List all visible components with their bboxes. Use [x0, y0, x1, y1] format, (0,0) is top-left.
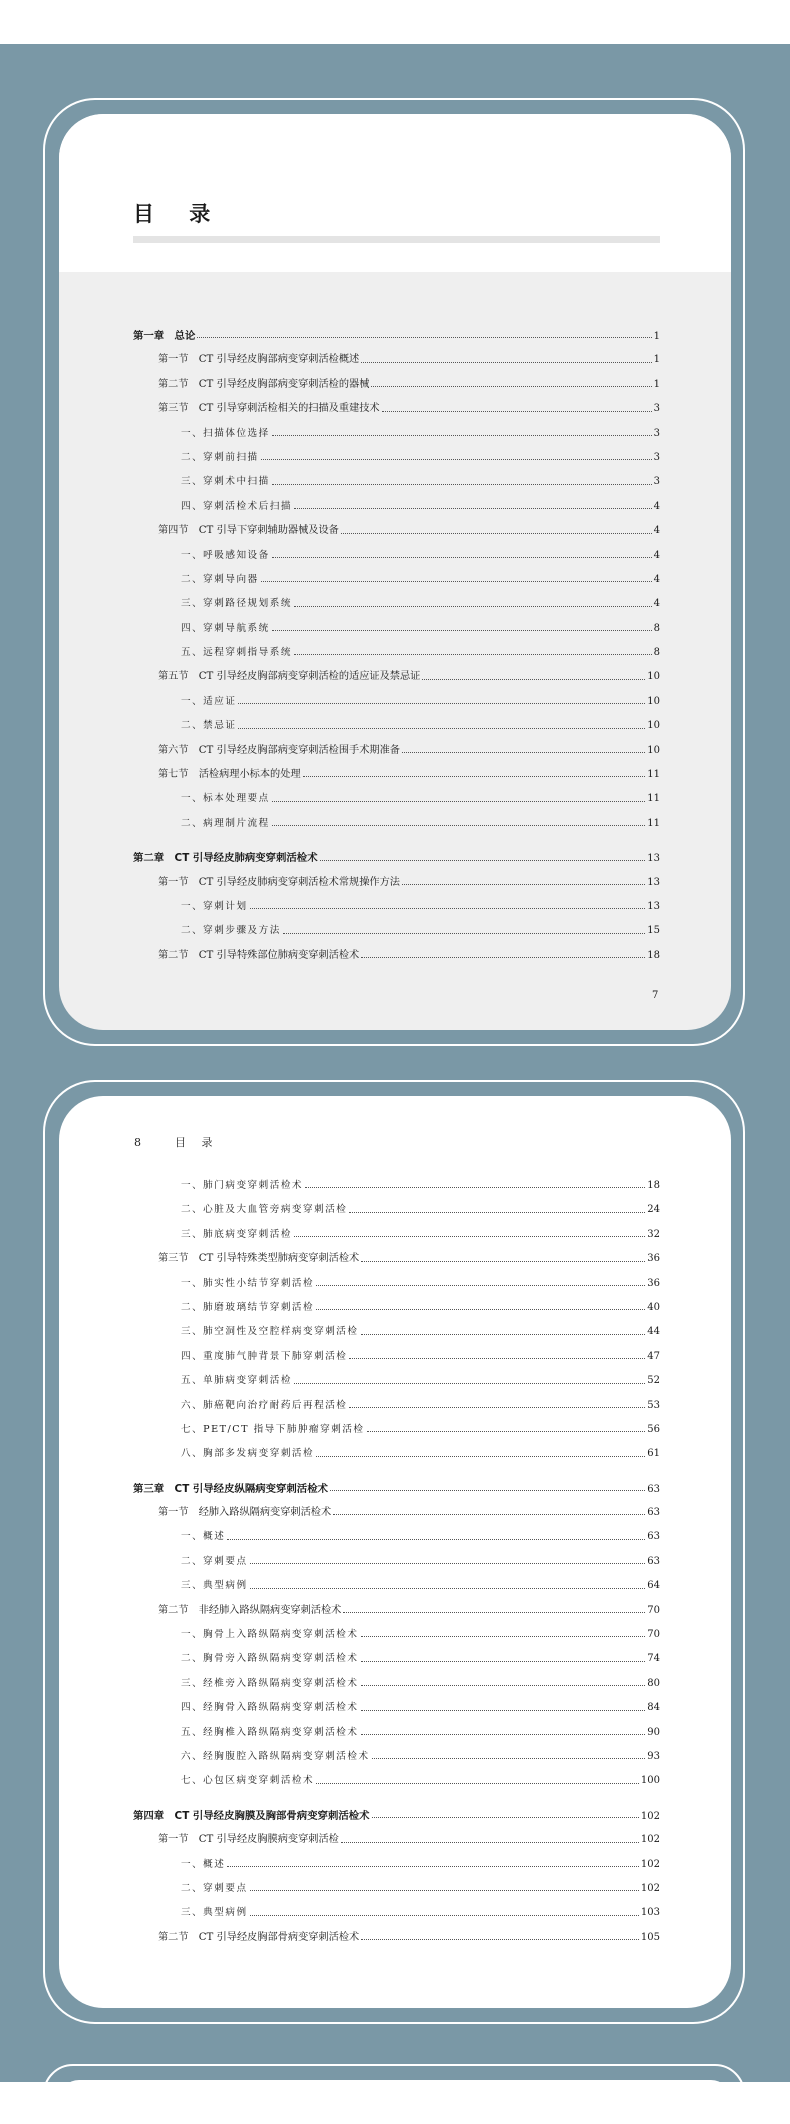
toc-subsection-row[interactable]: [133, 568, 660, 592]
dot-leader: [361, 1660, 646, 1662]
dot-leader: [333, 1513, 645, 1515]
toc-entry-title: 三、肺空洞性及空腔样病变穿刺活检: [181, 1326, 359, 1338]
toc-entry-page: 8: [653, 647, 660, 659]
toc-subsection-row[interactable]: [133, 1223, 660, 1247]
toc-section-row[interactable]: [133, 1247, 660, 1271]
dot-leader: [372, 1816, 639, 1818]
toc-entry-page: 56: [647, 1423, 660, 1435]
dot-leader: [294, 653, 652, 655]
dot-leader: [367, 1430, 646, 1432]
toc-entry-page: 3: [653, 476, 660, 488]
toc-subsection-row[interactable]: [133, 422, 660, 446]
toc-entry-title: 第六节 CT 引导经皮胸部病变穿刺活检围手术期准备: [158, 744, 400, 756]
toc-subsection-row[interactable]: [133, 1901, 660, 1925]
toc-section-row[interactable]: [133, 1926, 660, 1950]
toc-entry-title: 第七节 活检病理小标本的处理: [158, 769, 301, 781]
dot-leader: [272, 800, 646, 802]
toc-entry-page: 36: [647, 1277, 660, 1289]
toc-subsection-row[interactable]: [133, 1296, 660, 1320]
toc-entry-page: 102: [640, 1882, 660, 1894]
page-number: 7: [652, 990, 659, 1001]
toc-section-row[interactable]: [133, 944, 660, 968]
toc-subsection-row[interactable]: [133, 1345, 660, 1369]
toc-entry-page: 32: [647, 1228, 660, 1240]
title-underline: [133, 236, 660, 243]
toc-subsection-row[interactable]: [133, 919, 660, 943]
dot-leader: [361, 1260, 645, 1262]
toc-entry-page: 3: [653, 427, 660, 439]
dot-leader: [294, 605, 652, 607]
dot-leader: [250, 907, 646, 909]
toc-entry-page: 64: [647, 1580, 660, 1592]
toc-entry-title: 六、经胸腹腔入路纵隔病变穿刺活检术: [181, 1750, 370, 1762]
toc-subsection-row[interactable]: [133, 1623, 660, 1647]
toc-entry-title: 三、典型病例: [181, 1580, 248, 1592]
dot-leader: [349, 1406, 645, 1408]
toc-entry-title: 四、穿刺导航系统: [181, 622, 270, 634]
toc-entry-title: 一、概述: [181, 1531, 226, 1543]
toc-subsection-row[interactable]: [133, 1877, 660, 1901]
dot-leader: [250, 1587, 646, 1589]
toc-entry-page: 40: [647, 1301, 660, 1313]
dot-leader: [422, 678, 645, 680]
toc-entry-title: 一、扫描体位选择: [181, 427, 270, 439]
toc-subsection-row[interactable]: [133, 1745, 660, 1769]
toc-entry-title: 四、重度肺气肿背景下肺穿刺活检: [181, 1350, 348, 1362]
toc-entry-title: 第三节 CT 引导穿刺活检相关的扫描及重建技术: [158, 403, 380, 415]
toc-subsection-row[interactable]: [133, 1525, 660, 1549]
dot-leader: [330, 1489, 645, 1491]
toc-entry-page: 36: [647, 1253, 660, 1265]
toc-section-row[interactable]: [133, 397, 660, 421]
toc-entry-title: 一、胸骨上入路纵隔病变穿刺活检术: [181, 1629, 359, 1641]
dot-leader: [238, 702, 645, 704]
toc-section-row[interactable]: [133, 1599, 660, 1623]
toc-section-row[interactable]: [133, 1828, 660, 1852]
toc-section-row[interactable]: [133, 763, 660, 787]
toc-entry-title: 一、肺实性小结节穿刺活检: [181, 1277, 315, 1289]
page-title: 目 录: [133, 202, 225, 226]
toc-entry-title: 二、胸骨旁入路纵隔病变穿刺活检术: [181, 1653, 359, 1665]
toc-subsection-row[interactable]: [133, 1198, 660, 1222]
dot-leader: [349, 1211, 645, 1213]
toc-entry-page: 103: [640, 1907, 660, 1919]
toc-entry-page: 84: [647, 1702, 660, 1714]
dot-leader: [250, 1562, 646, 1564]
toc-entry-title: 二、病理制片流程: [181, 817, 270, 829]
toc-page-3-partial: [59, 2080, 731, 2120]
dot-leader: [361, 1938, 639, 1940]
toc-entry-page: 47: [647, 1350, 660, 1362]
toc-subsection-row[interactable]: [133, 812, 660, 836]
toc-entry-page: 13: [647, 876, 660, 888]
toc-subsection-row[interactable]: [133, 1442, 660, 1466]
dot-leader: [316, 1455, 645, 1457]
toc-entry-page: 1: [653, 354, 660, 366]
toc-entry-page: 10: [647, 720, 660, 732]
toc-entry-title: 第二章 CT 引导经皮肺病变穿刺活检术: [133, 852, 318, 865]
toc-subsection-row[interactable]: [133, 544, 660, 568]
dot-leader: [294, 1235, 645, 1237]
toc-page-1[interactable]: [59, 114, 731, 1030]
toc-subsection-row[interactable]: [133, 895, 660, 919]
toc-entry-page: 4: [653, 598, 660, 610]
dot-leader: [343, 1611, 645, 1613]
toc-entry-title: 八、胸部多发病变穿刺活检: [181, 1448, 315, 1460]
toc-entry-title: 一、概述: [181, 1858, 226, 1870]
toc-entry-page: 8: [653, 622, 660, 634]
dot-leader: [294, 507, 652, 509]
toc-chapter-row[interactable]: [133, 1804, 660, 1828]
toc-subsection-row[interactable]: [133, 617, 660, 641]
toc-section-row[interactable]: [133, 348, 660, 372]
toc-entry-title: 第一节 CT 引导经皮肺病变穿刺活检术常规操作方法: [158, 876, 400, 888]
dot-leader: [316, 1782, 639, 1784]
toc-chapter-row[interactable]: [133, 846, 660, 870]
toc-entry-page: 1: [653, 378, 660, 390]
toc-entry-page: 4: [653, 573, 660, 585]
toc-entry-title: 一、标本处理要点: [181, 793, 270, 805]
toc-entry-title: 第二节 非经肺入路纵隔病变穿刺活检术: [158, 1604, 342, 1616]
toc-entry-page: 3: [653, 451, 660, 463]
toc-entry-title: 三、经椎旁入路纵隔病变穿刺活检术: [181, 1677, 359, 1689]
toc-entry-page: 4: [653, 525, 660, 537]
dot-leader: [227, 1538, 645, 1540]
toc-entry-title: 第三节 CT 引导特殊类型肺病变穿刺活检术: [158, 1253, 360, 1265]
dot-leader: [305, 1186, 645, 1188]
toc-entry-page: 18: [647, 1180, 660, 1191]
toc-entry-page: 102: [640, 1810, 660, 1822]
toc-entry-title: 二、穿刺前扫描: [181, 451, 259, 463]
toc-entry-page: 10: [647, 744, 660, 756]
toc-entry-title: 第一章 总论: [133, 330, 196, 342]
toc-entry-page: 105: [640, 1931, 660, 1943]
dot-leader: [382, 410, 652, 412]
toc-section-row[interactable]: [133, 739, 660, 763]
toc-entry-page: 4: [653, 549, 660, 561]
toc-entry-page: 10: [647, 671, 660, 683]
toc-subsection-row[interactable]: [133, 1574, 660, 1598]
toc-subsection-row[interactable]: [133, 787, 660, 811]
toc-entry-title: 第五节 CT 引导经皮胸部病变穿刺活检的适应证及禁忌证: [158, 671, 421, 683]
dot-leader: [294, 1382, 645, 1384]
toc-entry-page: 44: [647, 1326, 660, 1338]
dot-leader: [238, 727, 645, 729]
toc-section-row[interactable]: [133, 373, 660, 397]
toc-list-1: [133, 324, 660, 968]
toc-entry-page: 18: [647, 949, 660, 961]
dot-leader: [303, 775, 646, 777]
toc-chapter-row[interactable]: [133, 324, 660, 348]
toc-entry-page: 1: [653, 331, 660, 342]
toc-subsection-row[interactable]: [133, 714, 660, 738]
dot-leader: [197, 336, 651, 338]
toc-entry-page: 63: [647, 1555, 660, 1567]
toc-entry-title: 二、穿刺导向器: [181, 573, 259, 585]
toc-entry-page: 63: [647, 1531, 660, 1543]
toc-subsection-row[interactable]: [133, 1272, 660, 1296]
toc-entry-title: 第一节 CT 引导经皮胸膜病变穿刺活检: [158, 1834, 339, 1846]
dot-leader: [283, 932, 645, 934]
dot-leader: [402, 751, 645, 753]
toc-subsection-row[interactable]: [133, 1174, 660, 1198]
toc-entry-page: 11: [647, 793, 660, 805]
toc-subsection-row[interactable]: [133, 690, 660, 714]
dot-leader: [272, 824, 646, 826]
toc-entry-title: 一、肺门病变穿刺活检术: [181, 1180, 304, 1191]
top-margin: [0, 0, 790, 44]
toc-subsection-row[interactable]: [133, 1696, 660, 1720]
dot-leader: [272, 629, 652, 631]
toc-entry-page: 74: [647, 1653, 660, 1665]
toc-entry-title: 七、PET/CT 指导下肺肿瘤穿刺活检: [181, 1423, 365, 1435]
toc-entry-page: 63: [647, 1483, 660, 1495]
toc-section-row[interactable]: [133, 665, 660, 689]
toc-entry-title: 三、穿刺术中扫描: [181, 476, 270, 488]
dot-leader: [316, 1284, 645, 1286]
toc-subsection-row[interactable]: [133, 1672, 660, 1696]
dot-leader: [261, 580, 652, 582]
running-head: [134, 1134, 219, 1150]
toc-entry-title: 一、穿刺计划: [181, 900, 248, 912]
toc-subsection-row[interactable]: [133, 1369, 660, 1393]
toc-entry-page: 11: [647, 817, 660, 829]
toc-entry-title: 二、心脏及大血管旁病变穿刺活检: [181, 1204, 348, 1216]
toc-entry-title: 二、禁忌证: [181, 720, 237, 732]
toc-entry-page: 11: [647, 769, 660, 781]
toc-entry-title: 五、经胸椎入路纵隔病变穿刺活检术: [181, 1726, 359, 1738]
toc-entry-title: 第三章 CT 引导经皮纵隔病变穿刺活检术: [133, 1482, 328, 1495]
toc-entry-title: 五、单肺病变穿刺活检: [181, 1375, 292, 1387]
dot-leader: [316, 1308, 645, 1310]
toc-entry-page: 15: [647, 925, 660, 937]
dot-leader: [361, 1709, 646, 1711]
toc-subsection-row[interactable]: [133, 1769, 660, 1793]
toc-entry-title: 第二节 CT 引导经皮胸部骨病变穿刺活检术: [158, 1931, 360, 1943]
toc-subsection-row[interactable]: [133, 1320, 660, 1344]
toc-entry-title: 第二节 CT 引导经皮胸部病变穿刺活检的器械: [158, 378, 370, 390]
toc-subsection-row[interactable]: [133, 641, 660, 665]
toc-subsection-row[interactable]: [133, 1853, 660, 1877]
toc-entry-title: 四、经胸骨入路纵隔病变穿刺活检术: [181, 1702, 359, 1714]
toc-subsection-row[interactable]: [133, 1647, 660, 1671]
dot-leader: [372, 1757, 646, 1759]
toc-subsection-row[interactable]: [133, 1721, 660, 1745]
dot-leader: [402, 883, 645, 885]
toc-entry-title: 五、远程穿刺指导系统: [181, 647, 292, 659]
toc-entry-title: 一、适应证: [181, 695, 237, 707]
toc-subsection-row[interactable]: [133, 592, 660, 616]
toc-page-2[interactable]: [59, 1096, 731, 2008]
toc-entry-page: 52: [647, 1375, 660, 1387]
toc-entry-title: 第四章 CT 引导经皮胸膜及胸部骨病变穿刺活检术: [133, 1809, 370, 1822]
toc-entry-page: 61: [647, 1448, 660, 1460]
toc-entry-title: 七、心包区病变穿刺活检术: [181, 1775, 315, 1787]
running-head-title: 目 录: [175, 1136, 219, 1149]
dot-leader: [272, 434, 652, 436]
dot-leader: [349, 1357, 645, 1359]
dot-leader: [320, 859, 646, 861]
toc-entry-page: 53: [647, 1399, 660, 1411]
running-head-number: 8: [134, 1136, 141, 1149]
dot-leader: [341, 1841, 639, 1843]
toc-entry-page: 100: [640, 1775, 660, 1787]
dot-leader: [272, 483, 652, 485]
toc-entry-page: 102: [640, 1858, 660, 1870]
toc-entry-page: 13: [647, 900, 660, 912]
toc-section-row[interactable]: [133, 1501, 660, 1525]
toc-entry-title: 四、穿刺活检术后扫描: [181, 500, 292, 512]
toc-entry-page: 3: [653, 403, 660, 415]
toc-entry-title: 一、呼吸感知设备: [181, 549, 270, 561]
page-header-area: [59, 114, 731, 272]
dot-leader: [371, 385, 651, 387]
dot-leader: [227, 1865, 639, 1867]
dot-leader: [272, 556, 652, 558]
toc-subsection-row[interactable]: [133, 470, 660, 494]
toc-section-row[interactable]: [133, 519, 660, 543]
toc-entry-page: 70: [647, 1604, 660, 1616]
dot-leader: [361, 361, 651, 363]
toc-entry-title: 三、穿刺路径规划系统: [181, 598, 292, 610]
toc-entry-title: 三、典型病例: [181, 1907, 248, 1919]
dot-leader: [261, 458, 652, 460]
toc-list-2: [133, 1174, 660, 1950]
dot-leader: [361, 956, 645, 958]
dot-leader: [250, 1889, 639, 1891]
dot-leader: [361, 1733, 646, 1735]
toc-subsection-row[interactable]: [133, 495, 660, 519]
toc-entry-page: 93: [647, 1750, 660, 1762]
toc-entry-title: 第一节 经肺入路纵隔病变穿刺活检术: [158, 1507, 332, 1519]
toc-entry-page: 70: [647, 1629, 660, 1641]
dot-leader: [361, 1635, 646, 1637]
toc-entry-title: 三、肺底病变穿刺活检: [181, 1228, 292, 1240]
toc-subsection-row[interactable]: [133, 1394, 660, 1418]
toc-entry-page: 10: [647, 695, 660, 707]
dot-leader: [361, 1333, 646, 1335]
dot-leader: [250, 1914, 639, 1916]
toc-entry-page: 24: [647, 1204, 660, 1216]
toc-entry-title: 二、穿刺步骤及方法: [181, 925, 281, 937]
toc-subsection-row[interactable]: [133, 1550, 660, 1574]
toc-entry-page: 90: [647, 1726, 660, 1738]
toc-entry-title: 第一节 CT 引导经皮胸部病变穿刺活检概述: [158, 354, 360, 366]
toc-subsection-row[interactable]: [133, 446, 660, 470]
toc-entry-page: 13: [647, 853, 660, 865]
dot-leader: [361, 1684, 646, 1686]
toc-subsection-row[interactable]: [133, 1418, 660, 1442]
toc-entry-page: 63: [647, 1507, 660, 1519]
toc-entry-page: 80: [647, 1677, 660, 1689]
toc-entry-title: 六、肺癌靶向治疗耐药后再程活检: [181, 1399, 348, 1411]
toc-chapter-row[interactable]: [133, 1477, 660, 1501]
dot-leader: [341, 532, 652, 534]
toc-entry-title: 第二节 CT 引导特殊部位肺病变穿刺活检术: [158, 949, 360, 961]
toc-entry-title: 二、穿刺要点: [181, 1555, 248, 1567]
toc-entry-page: 4: [653, 500, 660, 512]
toc-entry-title: 二、穿刺要点: [181, 1882, 248, 1894]
toc-entry-title: 二、肺磨玻璃结节穿刺活检: [181, 1301, 315, 1313]
toc-section-row[interactable]: [133, 871, 660, 895]
toc-entry-title: 第四节 CT 引导下穿刺辅助器械及设备: [158, 525, 339, 537]
toc-entry-page: 102: [640, 1834, 660, 1846]
